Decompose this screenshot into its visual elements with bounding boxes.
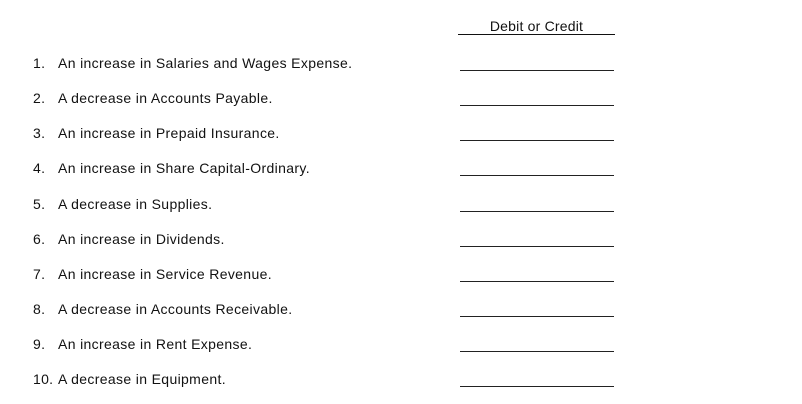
question-row-10 bbox=[0, 370, 802, 390]
question-number: 3. bbox=[33, 125, 46, 141]
answer-blank[interactable] bbox=[460, 351, 614, 352]
answer-blank[interactable] bbox=[460, 105, 614, 106]
question-row-6 bbox=[0, 230, 802, 250]
question-row-7 bbox=[0, 265, 802, 285]
question-number: 2. bbox=[33, 90, 46, 106]
debit-or-credit-header: Debit or Credit bbox=[458, 17, 615, 35]
question-text: An increase in Dividends. bbox=[58, 231, 225, 247]
question-text: An increase in Service Revenue. bbox=[58, 266, 272, 282]
question-number: 7. bbox=[33, 266, 46, 282]
question-number: 5. bbox=[33, 196, 46, 212]
question-row-8 bbox=[0, 300, 802, 320]
question-number: 10. bbox=[33, 371, 54, 387]
answer-blank[interactable] bbox=[460, 175, 614, 176]
answer-blank[interactable] bbox=[460, 246, 614, 247]
question-text: An increase in Rent Expense. bbox=[58, 336, 253, 352]
question-text: An increase in Prepaid Insurance. bbox=[58, 125, 280, 141]
question-text: An increase in Salaries and Wages Expense. bbox=[58, 55, 353, 71]
question-text: A decrease in Accounts Payable. bbox=[58, 90, 273, 106]
answer-blank[interactable] bbox=[460, 140, 614, 141]
question-number: 4. bbox=[33, 160, 46, 176]
answer-blank[interactable] bbox=[460, 316, 614, 317]
question-row-4 bbox=[0, 159, 802, 179]
question-row-1 bbox=[0, 54, 802, 74]
answer-blank[interactable] bbox=[460, 70, 614, 71]
question-text: A decrease in Supplies. bbox=[58, 196, 213, 212]
question-text: An increase in Share Capital-Ordinary. bbox=[58, 160, 310, 176]
question-text: A decrease in Equipment. bbox=[58, 371, 226, 387]
question-row-9 bbox=[0, 335, 802, 355]
question-number: 8. bbox=[33, 301, 46, 317]
question-text: A decrease in Accounts Receivable. bbox=[58, 301, 293, 317]
answer-blank[interactable] bbox=[460, 281, 614, 282]
question-number: 1. bbox=[33, 55, 46, 71]
answer-blank[interactable] bbox=[460, 386, 614, 387]
question-row-3 bbox=[0, 124, 802, 144]
question-number: 9. bbox=[33, 336, 46, 352]
question-row-2 bbox=[0, 89, 802, 109]
question-number: 6. bbox=[33, 231, 46, 247]
question-row-5 bbox=[0, 195, 802, 215]
answer-blank[interactable] bbox=[460, 211, 614, 212]
